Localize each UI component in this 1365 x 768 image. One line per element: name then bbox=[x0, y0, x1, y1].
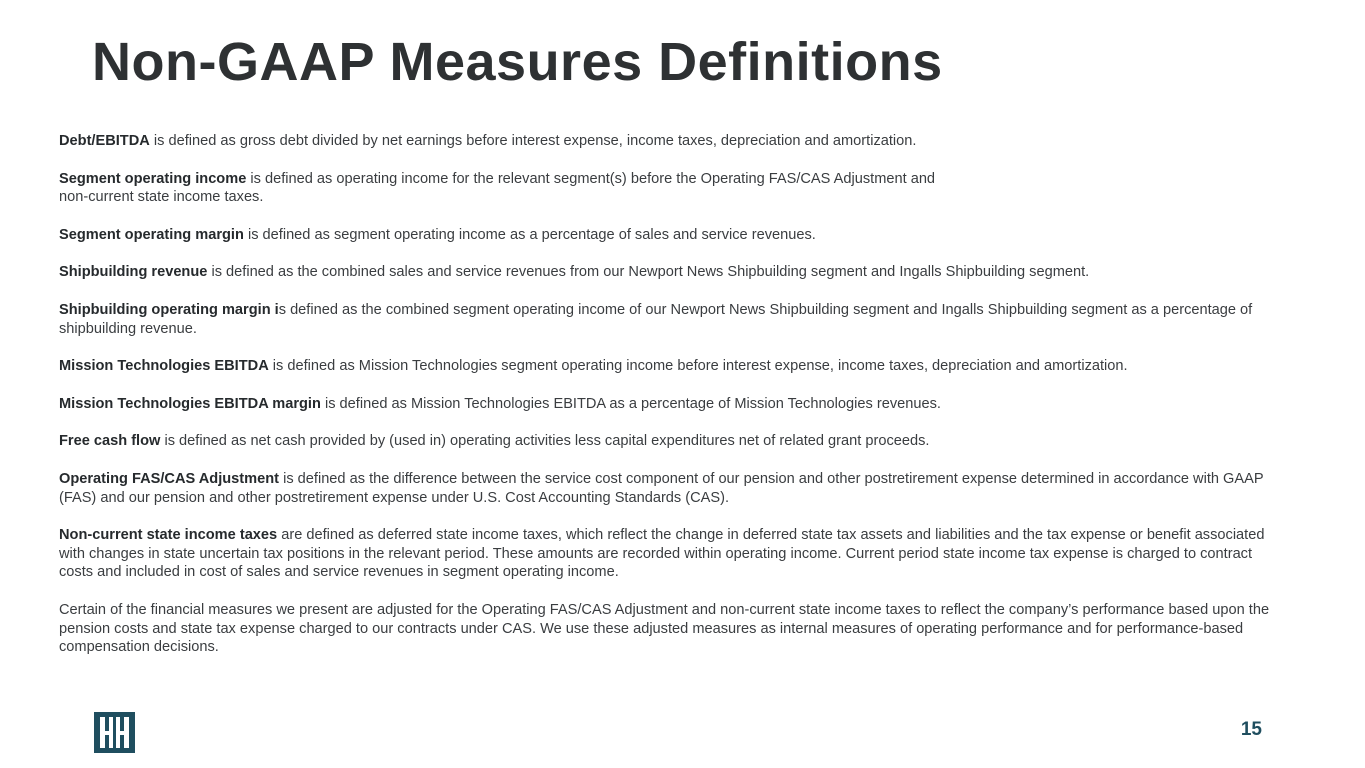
definition-term: Segment operating income bbox=[59, 170, 247, 187]
closing-paragraph-text: Certain of the financial measures we present are adjusted for the Operating FAS/CAS Adjustment and non-current state income taxes to reflect the company’s performance based upon the pension costs and state tax expense charged to our contracts under CAS. We use these adjusted measures as internal measures of operating performance and for performance-based compensation decisions. bbox=[59, 601, 1270, 656]
definition-shipbuilding-operating-margin bbox=[59, 301, 1289, 338]
definition-term: Shipbuilding operating margin i bbox=[59, 301, 279, 318]
definition-text: is defined as Mission Technologies EBITDA as a percentage of Mission Technologies revenues. bbox=[320, 395, 941, 412]
definition-term: Shipbuilding revenue bbox=[59, 264, 208, 281]
definition-term: Mission Technologies EBITDA margin bbox=[59, 395, 321, 412]
definition-text: are defined as deferred state income taxes, which reflect the change in deferred state tax assets and liabilities and the tax expense or benefit associated with changes in state uncertain tax positions in the relevant period. These amounts are recorded within operating income. Current period state income tax expense is charged to contract costs and included in cost of sales and service revenues in segment operating income. bbox=[59, 527, 1265, 581]
definitions-list bbox=[59, 132, 1289, 657]
closing-paragraph bbox=[59, 601, 1289, 657]
hii-logo-mark bbox=[94, 712, 135, 753]
definition-term: Non-current state income taxes bbox=[59, 527, 278, 544]
definition-segment-operating-income bbox=[59, 170, 1289, 207]
definition-mission-technologies-ebitda-margin bbox=[59, 395, 1289, 414]
definition-debt-ebitda bbox=[59, 132, 1289, 151]
page-title: Non-GAAP Measures Definitions bbox=[92, 32, 943, 92]
definition-term: Free cash flow bbox=[59, 433, 161, 450]
definition-text: is defined as the combined sales and service revenues from our Newport News Shipbuilding segment and Ingalls Shipbuilding segment. bbox=[207, 264, 1090, 281]
definition-term: Mission Technologies EBITDA bbox=[59, 358, 269, 375]
definition-text-continued: non-current state income taxes. bbox=[59, 189, 264, 206]
definition-text: is defined as gross debt divided by net earnings before interest expense, income taxes, depreciation and amortization. bbox=[149, 133, 917, 149]
hii-logo-icon bbox=[94, 712, 135, 753]
definition-term: Debt/EBITDA bbox=[59, 133, 150, 149]
definition-text: is defined as net cash provided by (used in) operating activities less capital expenditures net of related grant proceeds. bbox=[160, 433, 930, 450]
definition-free-cash-flow bbox=[59, 432, 1289, 451]
definition-text: s defined as the combined segment operating income of our Newport News Shipbuilding segment and Ingalls Shipbuilding segment as a percentage of shipbuilding revenue. bbox=[59, 301, 1253, 337]
definition-non-current-state-income-taxes bbox=[59, 526, 1289, 582]
definition-shipbuilding-revenue bbox=[59, 263, 1289, 282]
definition-text: is defined as segment operating income as a percentage of sales and service revenues. bbox=[243, 226, 816, 243]
definition-text: is defined as Mission Technologies segment operating income before interest expense, income taxes, depreciation and amortization. bbox=[268, 358, 1128, 375]
page-number: 15 bbox=[1240, 719, 1262, 740]
definition-text: is defined as operating income for the relevant segment(s) before the Operating FAS/CAS Adjustment and bbox=[246, 170, 936, 187]
definition-term: Segment operating margin bbox=[59, 226, 244, 243]
definition-segment-operating-margin bbox=[59, 226, 1289, 245]
definition-term: Operating FAS/CAS Adjustment bbox=[59, 470, 280, 487]
definition-operating-fas-cas-adjustment bbox=[59, 470, 1289, 507]
definition-mission-technologies-ebitda bbox=[59, 357, 1289, 376]
definition-text: is defined as the difference between the service cost component of our pension and other postretirement expense determined in accordance with GAAP (FAS) and our pension and other postretirement expense under U.S. Cost Accounting Standards (CAS). bbox=[59, 470, 1264, 506]
